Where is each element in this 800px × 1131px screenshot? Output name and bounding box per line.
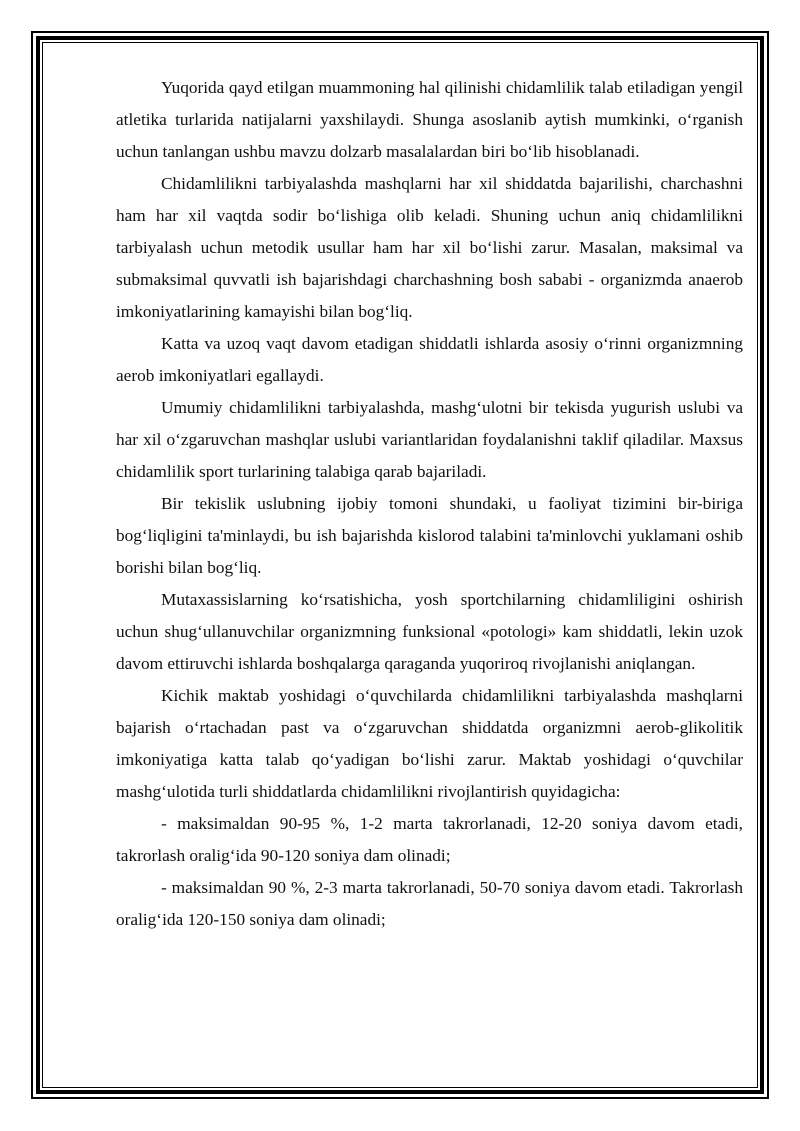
paragraph-7: Kichik maktab yoshidagi o‘quvchilarda chidamlilikni tarbiyalashda mashqlarni bajarish o‘rtachadan past va o‘zgaruvchan shiddatda organizmni aerob-glikolitik imkoniyatiga katta talab qo‘yadigan bo‘lishi zarur. Maktab yoshidagi o‘quvchilar mashg‘ulotida turli shiddatlarda chidamlilikni rivojlantirish quyidagicha: bbox=[116, 686, 743, 801]
paragraph-2: Chidamlilikni tarbiyalashda mashqlarni har xil shiddatda bajarilishi, charchashni ham har xil vaqtda sodir bo‘lishiga olib keladi. Shuning uchun aniq chidamlilikni tarbiyalash uchun metodik usullar ham har xil bo‘lishi zarur. Masalan, maksimal va submaksimal quvvatli ish bajarishdagi charchashning bosh sababi - organizmda anaerob imkoniyatlarining kamayishi bilan bog‘liq. bbox=[116, 174, 743, 321]
document-body bbox=[116, 72, 743, 936]
paragraph-6: Mutaxassislarning ko‘rsatishicha, yosh sportchilarning chidamliligini oshirish uchun shug‘ullanuvchilar organizmning funksional «potologi» kam shiddatli, lekin uzok davom ettiruvchi ishlarda boshqalarga qaraganda yuqoriroq rivojlanishi aniqlangan. bbox=[116, 590, 743, 673]
paragraph-4: Umumiy chidamlilikni tarbiyalashda, mashg‘ulotni bir tekisda yugurish uslubi va har xil o‘zgaruvchan mashqlar uslubi variantlaridan foydalanishni taklif qiladilar. Maxsus chidamlilik sport turlarining talabiga qarab bajariladi. bbox=[116, 398, 743, 481]
list-item-1: - maksimaldan 90-95 %, 1-2 marta takrorlanadi, 12-20 soniya davom etadi, takrorlash oralig‘ida 90-120 soniya dam olinadi; bbox=[116, 814, 743, 865]
paragraph-3: Katta va uzoq vaqt davom etadigan shiddatli ishlarda asosiy o‘rinni organizmning aerob imkoniyatlari egallaydi. bbox=[116, 334, 743, 385]
list-item-2: - maksimaldan 90 %, 2-3 marta takrorlanadi, 50-70 soniya davom etadi. Takrorlash oralig‘ida 120-150 soniya dam olinadi; bbox=[116, 878, 743, 929]
paragraph-1: Yuqorida qayd etilgan muammoning hal qilinishi chidamlilik talab etiladigan yengil atletika turlarida natijalarni yaxshilaydi. Shunga asoslanib aytish mumkinki, o‘rganish uchun tanlangan ushbu mavzu dolzarb masalalardan biri bo‘lib hisoblanadi. bbox=[116, 78, 743, 161]
paragraph-5: Bir tekislik uslubning ijobiy tomoni shundaki, u faoliyat tizimini bir-biriga bog‘liqligini ta'minlaydi, bu ish bajarishda kislorod talabini ta'minlovchi yuklamani oshib borishi bilan bog‘liq. bbox=[116, 494, 743, 577]
